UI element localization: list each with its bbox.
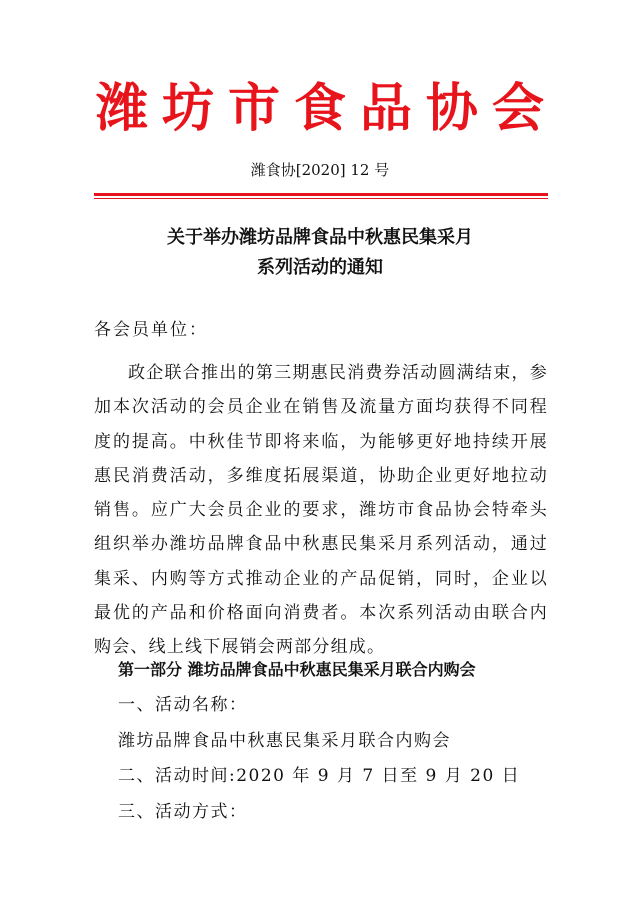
masthead-title: 潍坊市食品协会: [95, 78, 558, 139]
document-number: 潍食协[2020] 12 号: [250, 161, 390, 179]
notice-title-line-2: 系列活动的通知: [257, 257, 383, 278]
item-name-label: 一、活动名称：: [118, 695, 248, 715]
salutation: 各会员单位：: [94, 320, 208, 340]
body-paragraph: 政企联合推出的第三期惠民消费券活动圆满结束，参加本次活动的会员企业在销售及流量方面均获得不同程度的提高。中秋佳节即将来临，为能够更好地持续开展惠民消费活动，多维度拓展渠道，协助企业更好地拉动销售。应广大会员企业的要求，潍坊市食品协会特牵头组织举办潍坊品牌食品中秋惠民集采月系列活动，通过集采、内购等方式推动企业的产品促销，同时，企业以最优的产品和价格面向消费者。本次系列活动由联合内购会、线上线下展销会两部分组成。: [94, 363, 548, 658]
item-name-value: 潍坊品牌食品中秋惠民集采月联合内购会: [118, 731, 451, 751]
item-time: 二、活动时间:2020 年 9 月 7 日至 9 月 20 日: [118, 766, 521, 786]
notice-title-line-1: 关于举办潍坊品牌食品中秋惠民集采月: [167, 227, 473, 248]
item-method-label: 三、活动方式：: [118, 802, 248, 822]
section-heading: 第一部分 潍坊品牌食品中秋惠民集采月联合内购会: [118, 660, 476, 679]
header-rule-thin: [94, 198, 548, 199]
header-rule-thick: [94, 193, 548, 196]
